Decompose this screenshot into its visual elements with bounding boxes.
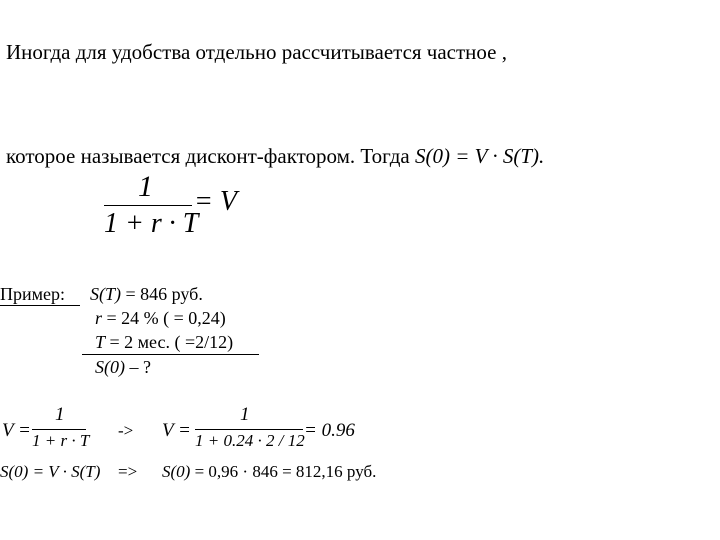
sol-row2-right-var: S(0) (162, 462, 191, 481)
sol-row2-right-text: = 0,96 · 846 = 812,16 руб. (190, 462, 377, 481)
sol-row2-left: S(0) = V · S(T) (0, 462, 101, 481)
given-s0-value: – ? (125, 357, 151, 377)
example-label: Пример: (0, 284, 66, 304)
given-s0 (95, 357, 151, 378)
discount-denominator: 1 + r · T (104, 208, 199, 239)
given-st-var: S(T) (90, 284, 121, 304)
intro-line-1: Иногда для удобства отдельно рассчитывается частное , (6, 40, 507, 64)
sol-right-num: 1 (240, 404, 250, 425)
given-r (95, 308, 226, 329)
intro-line-2-formula: S(0) = V · S(T). (415, 144, 545, 168)
given-st-value: = 846 руб. (121, 284, 203, 304)
given-s0-var: S(0) (95, 357, 125, 377)
discount-numerator: 1 (138, 170, 153, 203)
sol-arrow-1: -> (118, 421, 134, 440)
intro-line-2 (6, 144, 544, 169)
sol-left-lhs: V = (2, 420, 31, 441)
discount-rhs: = V (194, 186, 237, 217)
sol-right-result: = 0.96 (304, 420, 355, 441)
discount-fraction-bar (104, 205, 192, 206)
given-t (95, 332, 233, 353)
given-st (90, 284, 203, 305)
sol-left-num: 1 (55, 404, 65, 425)
given-r-var: r (95, 308, 103, 328)
given-t-value: = 2 мес. ( =2/12) (105, 332, 234, 352)
sol-right-den: 1 + 0.24 · 2 / 12 (195, 431, 305, 450)
example-label-underline (0, 305, 80, 306)
sol-left-bar (32, 429, 86, 430)
given-separator (82, 354, 259, 355)
given-r-value: = 24 % ( = 0,24) (102, 308, 226, 328)
sol-right-bar (195, 429, 303, 430)
sol-right-lhs: V = (162, 420, 191, 441)
intro-line-2-text: которое называется дисконт-фактором. Тогда (6, 144, 415, 168)
sol-left-den: 1 + r · T (32, 431, 90, 450)
given-t-var: T (95, 332, 106, 352)
sol-row2-right (162, 462, 376, 482)
sol-arrow-2: => (118, 462, 138, 481)
